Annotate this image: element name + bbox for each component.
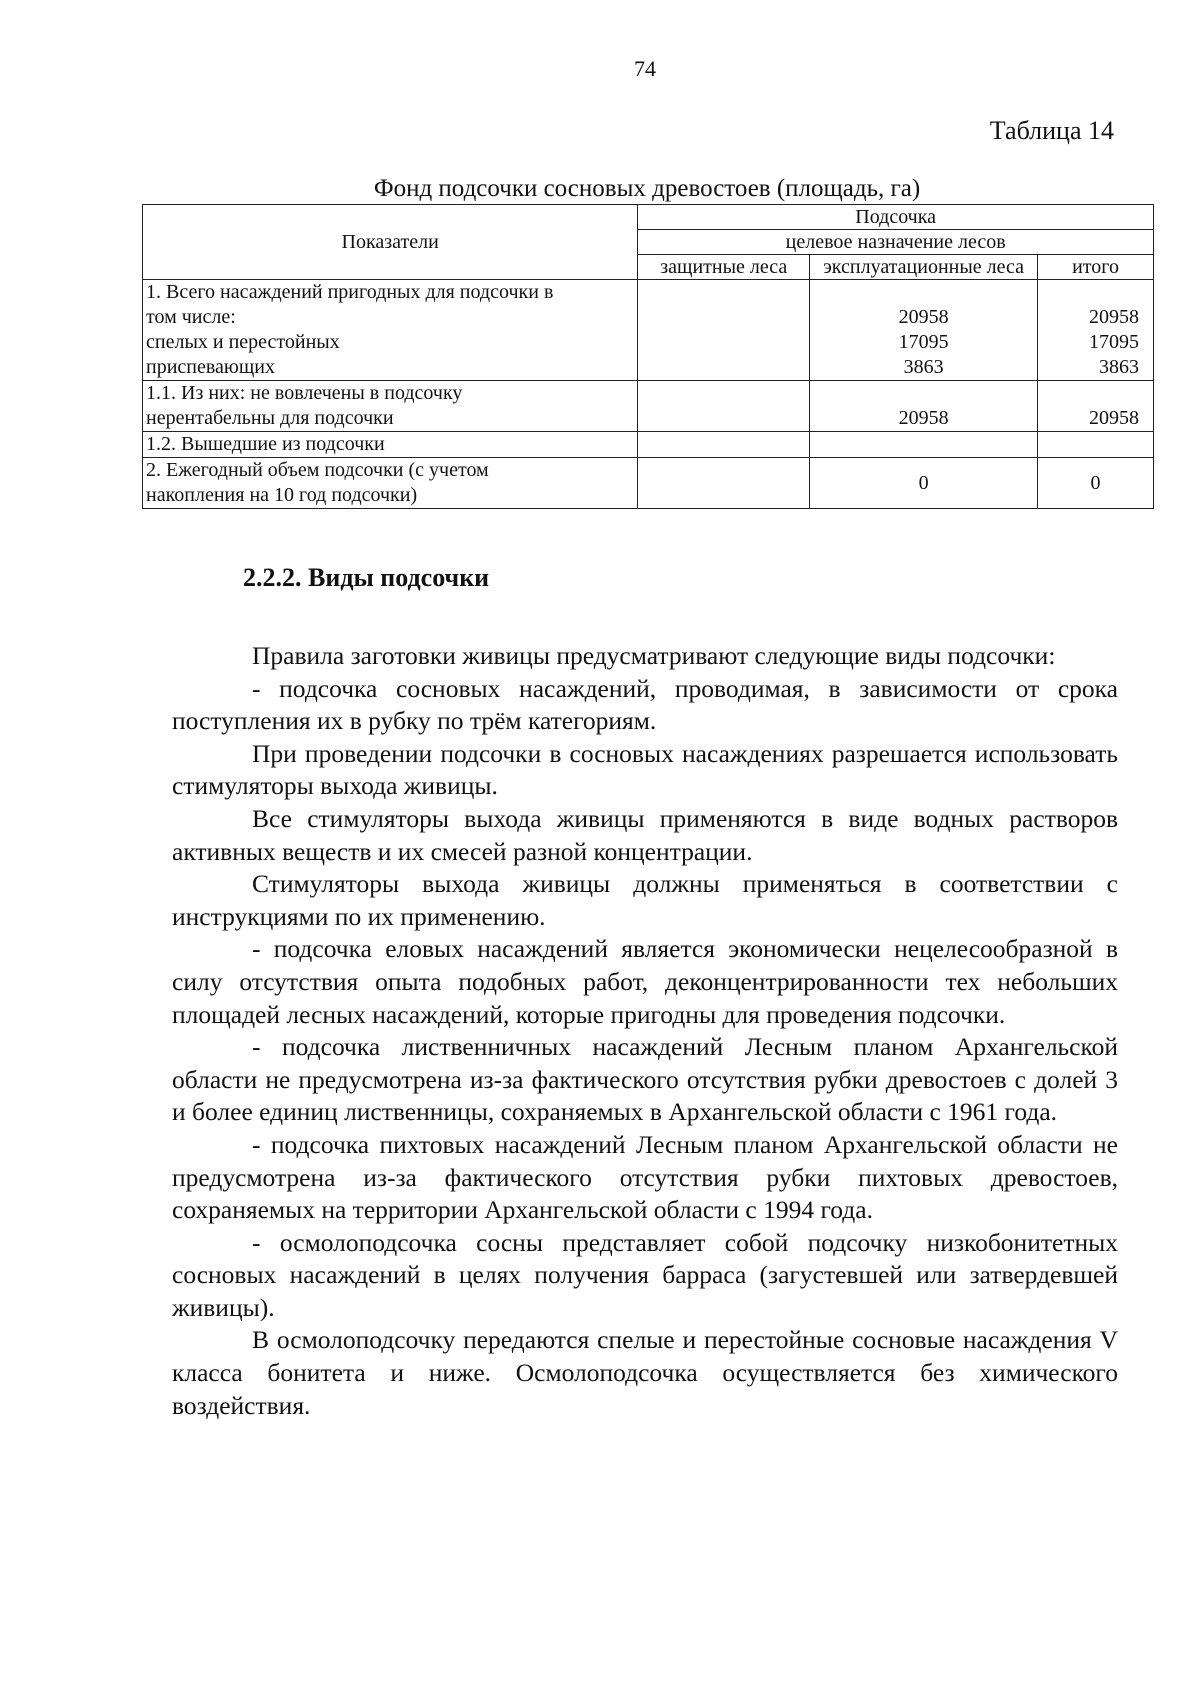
page-number: 74 bbox=[634, 56, 656, 81]
paragraph: Стимуляторы выхода живицы должны применяться в соответствии с инструкциями по их применению. bbox=[172, 869, 1118, 931]
row-label: 2. Ежегодный объем подсочки (с учетом накопления на 10 год подсочки) bbox=[143, 458, 638, 509]
section-heading: 2.2.2. Виды подсочки bbox=[243, 563, 490, 592]
paragraph: - подсочка сосновых насаждений, проводимая, в зависимости от срока поступления их в рубку по трём категориям. bbox=[172, 673, 1118, 736]
cell-exploitation bbox=[810, 432, 1038, 458]
cell-protective bbox=[638, 432, 810, 458]
cell-exploitation: 0 bbox=[810, 458, 1038, 509]
paragraph: В осмолоподсочку передаются спелые и перестойные сосновые насаждения V класса бонитета и ниже. Осмолоподсочка осуществляется без химического воздействия. bbox=[172, 1325, 1118, 1420]
section-body bbox=[172, 640, 1118, 1422]
table-row bbox=[143, 280, 1154, 381]
resin-fund-table bbox=[142, 204, 1154, 509]
header-group: Подсочка bbox=[638, 205, 1154, 230]
table-label: Таблица 14 bbox=[989, 116, 1114, 145]
row-label: 1. Всего насаждений пригодных для подсочки в том числе: спелых и перестойных приспевающих bbox=[143, 280, 638, 381]
cell-protective bbox=[638, 458, 810, 509]
cell-exploitation: 20958 17095 3863 bbox=[810, 280, 1038, 381]
header-col-total: итого bbox=[1038, 255, 1154, 280]
table-caption: Фонд подсочки сосновых древостоев (площадь, га) bbox=[373, 175, 921, 202]
cell-total: 0 bbox=[1038, 458, 1154, 509]
paragraph: - подсочка пихтовых насаждений Лесным планом Архангельской области не предусмотрена из-за фактического отсутствия рубки пихтовых древостоев, сохраняемых на территории Архангельской области с 1994 года. bbox=[172, 1129, 1118, 1225]
row-label: 1.2. Вышедшие из подсочки bbox=[143, 432, 638, 458]
paragraph: - подсочка еловых насаждений является экономически нецелесообразной в силу отсутствия опыта подобных работ, деконцентрированности тех небольших площадей лесных насаждений, которые пригодны для проведения подсочки. bbox=[172, 934, 1118, 1029]
header-indicators: Показатели bbox=[143, 205, 638, 280]
table-row bbox=[143, 458, 1154, 509]
cell-protective bbox=[638, 381, 810, 432]
paragraph: Все стимуляторы выхода живицы применяются в виде водных растворов активных веществ и их смесей разной концентрации. bbox=[172, 803, 1118, 866]
paragraph: Правила заготовки живицы предусматривают следующие виды подсочки: bbox=[252, 641, 1056, 670]
table-row bbox=[143, 381, 1154, 432]
header-col-protective: защитные леса bbox=[638, 255, 810, 280]
cell-total: 20958 17095 3863 bbox=[1038, 280, 1154, 381]
paragraph: - подсочка лиственничных насаждений Лесным планом Архангельской области не предусмотрена из-за фактического отсутствия рубки древостоев с долей 3 и более единиц лиственницы, сохраняемых в Архангельской области с 1961 года. bbox=[172, 1032, 1118, 1127]
paragraph: При проведении подсочки в сосновых насаждениях разрешается использовать стимуляторы выхода живицы. bbox=[172, 738, 1118, 801]
paragraph: - осмолоподсочка сосны представляет собой подсочку низкобонитетных сосновых насаждений в целях получения барраса (загустевшей или затвердевшей живицы). bbox=[172, 1227, 1118, 1322]
cell-protective bbox=[638, 280, 810, 381]
header-subgroup: целевое назначение лесов bbox=[638, 230, 1154, 255]
cell-total: 20958 bbox=[1038, 381, 1154, 432]
cell-total bbox=[1038, 432, 1154, 458]
row-label: 1.1. Из них: не вовлечены в подсочку нерентабельны для подсочки bbox=[143, 381, 638, 432]
header-col-exploitation: эксплуатационные леса bbox=[810, 255, 1038, 280]
table-row bbox=[143, 432, 1154, 458]
cell-exploitation: 20958 bbox=[810, 381, 1038, 432]
